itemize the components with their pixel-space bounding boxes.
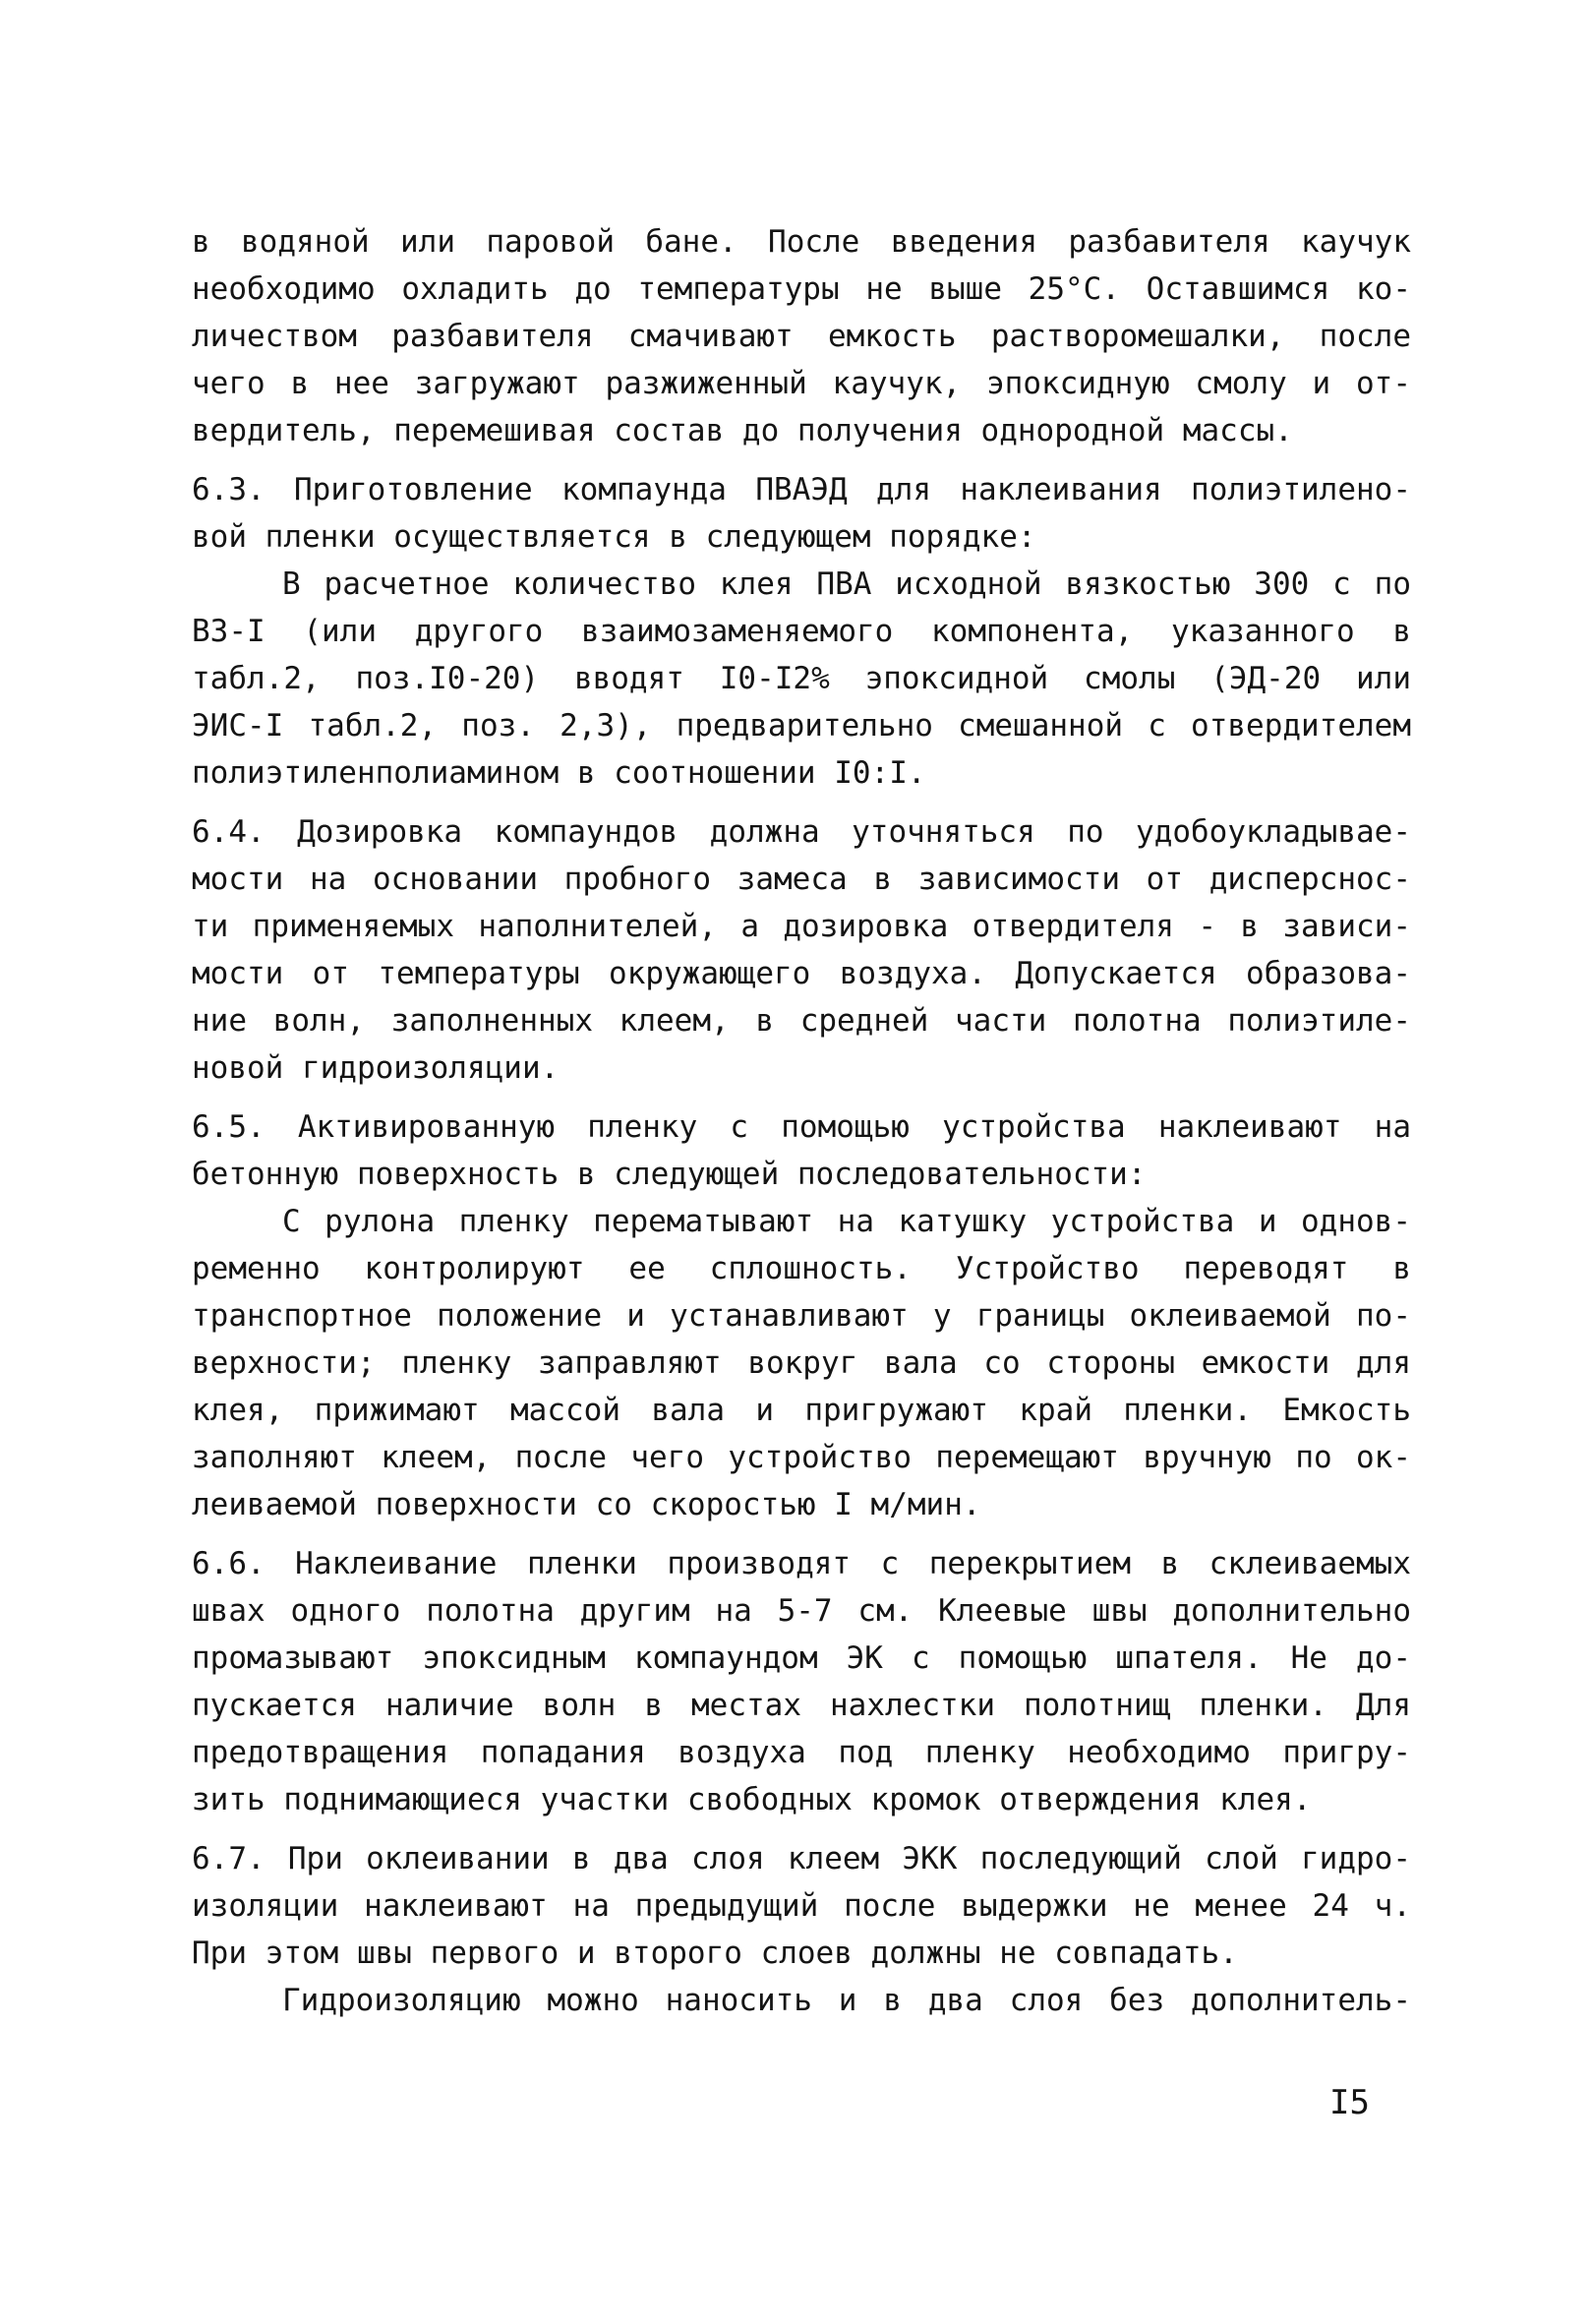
text-line: клея, прижимают массой вала и пригружают край пленки. Емкость <box>192 1393 1411 1428</box>
text-line: 6.7. При оклеивании в два слоя клеем ЭКК последующий слой гидро- <box>192 1841 1411 1877</box>
text-line: 6.6. Наклеивание пленки производят с перекрытием в склеиваемых <box>192 1546 1411 1581</box>
paragraph-gap <box>192 1823 1411 1835</box>
paragraph-6-4 <box>192 808 1411 1092</box>
text-line: изоляции наклеивают на предыдущий после выдержки не менее 24 ч. <box>192 1888 1411 1924</box>
text-line: в водяной или паровой бане. После введения разбавителя каучук <box>192 224 1411 260</box>
text-line: Гидроизоляцию можно наносить и в два слоя без дополнитель- <box>282 1983 1411 2018</box>
paragraph-gap <box>192 454 1411 466</box>
paragraph-6-5 <box>192 1103 1411 1198</box>
text-line: зить поднимающиеся участки свободных кромок отверждения клея. <box>192 1782 1312 1817</box>
text-line: 6.4. Дозировка компаундов должна уточняться по удобоукладывае- <box>192 814 1411 850</box>
paragraph-6-7-continued <box>192 1977 1411 2024</box>
text-line: леиваемой поверхности со скоростью I м/мин. <box>192 1487 981 1522</box>
paragraph-continuation <box>192 218 1411 454</box>
text-line: мости от температуры окружающего воздуха. Допускается образова- <box>192 956 1411 991</box>
text-line: ЭИС-I табл.2, поз. 2,3), предварительно смешанной с отвердителем <box>192 708 1411 744</box>
text-line: личеством разбавителя смачивают емкость растворомешалки, после <box>192 319 1411 354</box>
paragraph-6-3 <box>192 466 1411 561</box>
text-line: вой пленки осуществляется в следующем порядке: <box>192 519 1036 555</box>
text-line: новой гидроизоляции. <box>192 1050 560 1086</box>
text-line: ти применяемых наполнителей, а дозировка отвердителя - в зависи- <box>192 909 1411 944</box>
paragraph-gap <box>192 1528 1411 1540</box>
text-line: необходимо охладить до температуры не выше 25°С. Оставшимся ко- <box>192 271 1411 307</box>
text-line: мости на основании пробного замеса в зависимости от дисперснос- <box>192 862 1411 897</box>
text-line: ние волн, заполненных клеем, в средней части полотна полиэтиле- <box>192 1003 1411 1039</box>
text-line: вердитель, перемешивая состав до получения однородной массы. <box>192 413 1293 448</box>
text-line: ВЗ-I (или другого взаимозаменяемого компонента, указанного в <box>192 614 1411 649</box>
text-line: ременно контролируют ее сплошность. Устройство переводят в <box>192 1251 1411 1286</box>
text-line: табл.2, поз.I0-20) вводят I0-I2% эпоксидной смолы (ЭД-20 или <box>192 661 1411 696</box>
paragraph-6-6 <box>192 1540 1411 1823</box>
text-line: предотвращения попадания воздуха под пленку необходимо пригру- <box>192 1735 1411 1770</box>
paragraph-6-7 <box>192 1835 1411 1977</box>
text-line: верхности; пленку заправляют вокруг вала со стороны емкости для <box>192 1345 1411 1381</box>
body-text <box>192 218 1411 2024</box>
text-line: промазывают эпоксидным компаундом ЭК с помощью шпателя. Не до- <box>192 1640 1411 1676</box>
text-line: полиэтиленполиамином в соотношении I0:I. <box>192 755 926 791</box>
page-number: I5 <box>1329 2083 1370 2122</box>
text-line: 6.5. Активированную пленку с помощью устройства наклеивают на <box>192 1109 1411 1145</box>
text-line: чего в нее загружают разжиженный каучук, эпоксидную смолу и от- <box>192 366 1411 401</box>
paragraph-gap <box>192 1092 1411 1103</box>
text-line: пускается наличие волн в местах нахлестки полотнищ пленки. Для <box>192 1688 1411 1723</box>
text-line: В расчетное количество клея ПВА исходной вязкостью 300 с по <box>282 566 1411 602</box>
text-line: 6.3. Приготовление компаунда ПВАЭД для наклеивания полиэтилено- <box>192 472 1411 507</box>
text-line: бетонную поверхность в следующей последовательности: <box>192 1157 1147 1192</box>
paragraph-6-3-recipe <box>192 561 1411 797</box>
text-line: При этом швы первого и второго слоев должны не совпадать. <box>192 1936 1238 1971</box>
text-line: швах одного полотна другим на 5-7 см. Клеевые швы дополнительно <box>192 1593 1411 1629</box>
paragraph-gap <box>192 797 1411 808</box>
paragraph-6-5-steps <box>192 1198 1411 1528</box>
text-line: заполняют клеем, после чего устройство перемещают вручную по ок- <box>192 1440 1411 1475</box>
text-line: транспортное положение и устанавливают у границы оклеиваемой по- <box>192 1298 1411 1334</box>
text-line: С рулона пленку перематывают на катушку устройства и однов- <box>282 1204 1411 1239</box>
